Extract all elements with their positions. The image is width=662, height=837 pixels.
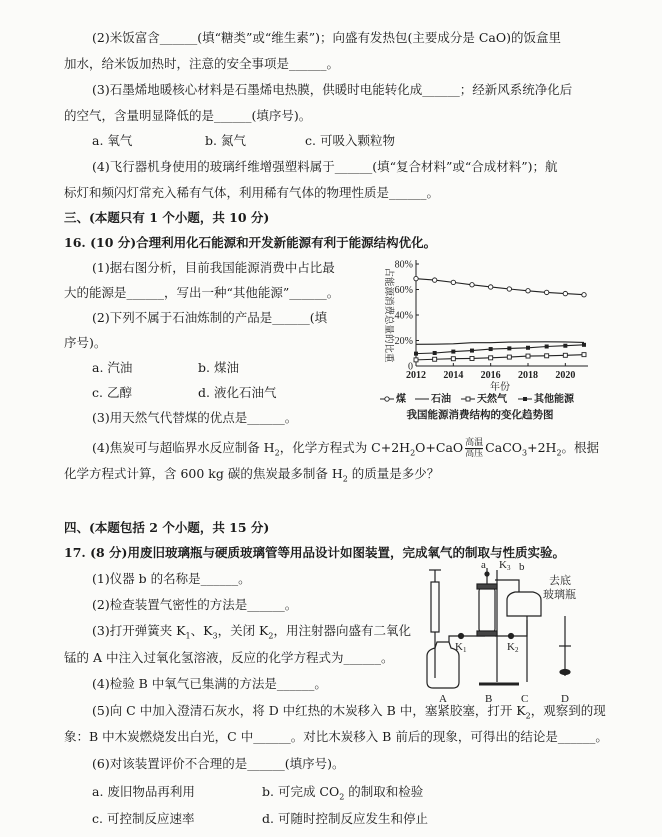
- series-0: [414, 276, 586, 296]
- q16-2-line2: 序号)。: [64, 335, 107, 350]
- bottomless-bottle-C: [507, 592, 541, 616]
- series-line: [416, 279, 584, 295]
- data-point-other: [507, 346, 511, 350]
- legend-label: 煤: [396, 394, 406, 405]
- data-point-gas: [545, 354, 549, 358]
- y-tick-label: 60%: [394, 285, 413, 296]
- data-point-coal: [526, 289, 530, 293]
- legend-label: 其他能源: [534, 394, 574, 405]
- data-point-other: [582, 343, 586, 347]
- label-D: D: [561, 693, 569, 705]
- data-point-other: [563, 344, 567, 348]
- syringe: [431, 582, 439, 632]
- q15-3-line1: (3)石墨烯地暖核心材料是石墨烯电热膜，供暖时电能转化成______；经新风系统净化后: [92, 82, 573, 97]
- label-K2: K2: [507, 641, 519, 654]
- q16-option-b: b. 煤油: [198, 360, 239, 375]
- q17-3-line2: 锰的 A 中注入过氧化氢溶液，反应的化学方程式为______。: [64, 650, 394, 665]
- y-tick-label: 40%: [394, 310, 413, 322]
- q17-option-b: b. 可完成 $CO_2$ 的制取和检验: [262, 784, 424, 802]
- data-point-gas: [582, 353, 586, 357]
- q16-1-line2: 大的能源是______，写出一种“其他能源”______。: [64, 285, 340, 300]
- data-point-other: [489, 347, 493, 351]
- section-4-header: 四、(本题包括 2 个小题，共 15 分): [64, 520, 270, 535]
- data-point-coal: [563, 291, 567, 295]
- y-axis-label: 占能源消费总量的比重: [383, 267, 393, 363]
- x-axis-label: 年份: [490, 382, 510, 393]
- q17-5-line2: 象：B 中木炭燃烧发出白光，C 中______。对比木炭移入 B 前后的现象，可得出的结论是______。: [64, 729, 608, 744]
- data-point-gas: [507, 355, 511, 359]
- q17-3-line1: (3)打开弹簧夹 $K_1$、$K_3$，关闭 $K_2$，用注射器向盛有二氧化: [92, 623, 411, 641]
- q16-option-c: c. 乙醇: [92, 385, 132, 400]
- legend-label: 天然气: [477, 394, 507, 405]
- data-point-coal: [385, 397, 389, 401]
- legend: [380, 392, 575, 405]
- q17-2: (2)检查装置气密性的方法是______。: [92, 597, 298, 612]
- x-tick-label: 2012: [406, 370, 426, 381]
- tube-b: [495, 580, 519, 592]
- data-point-gas: [470, 356, 474, 360]
- data-point-coal: [432, 278, 436, 282]
- data-point-other: [433, 351, 437, 355]
- apparatus-diagram: [415, 560, 625, 708]
- q15-3-line2: 的空气，含量明显降低的是______(填序号)。: [64, 108, 312, 123]
- q16-3: (3)用天然气代替煤的优点是______。: [92, 410, 298, 425]
- q17-6: (6)对该装置评价不合理的是______(填序号)。: [92, 756, 345, 771]
- data-point-gas: [526, 354, 530, 358]
- data-point-coal: [507, 287, 511, 291]
- data-point-gas: [414, 358, 418, 362]
- q17-1: (1)仪器 b 的名称是______。: [92, 571, 251, 586]
- y-tick-label: 0: [408, 361, 413, 373]
- label-K3: K3: [499, 560, 511, 572]
- legend-label: 石油: [431, 394, 451, 405]
- q17-option-c: c. 可控制反应速率: [92, 811, 195, 826]
- data-point-gas: [451, 357, 455, 361]
- x-tick-label: 2016: [480, 370, 501, 381]
- data-point-coal: [470, 283, 474, 287]
- data-point-other: [545, 344, 549, 348]
- data-point-gas: [489, 356, 493, 360]
- label-C: C: [521, 693, 529, 705]
- data-point-gas: [466, 397, 470, 401]
- data-point-other: [414, 352, 418, 356]
- data-point-other: [451, 350, 455, 354]
- q15-4-line1: (4)飞行器机身使用的玻璃纤维增强塑料属于______(填“复合材料”或“合成材料”)；航: [92, 159, 558, 174]
- q15-4-line2: 标灯和频闪灯常充入稀有气体，利用稀有气体的物理性质是______。: [64, 185, 440, 200]
- data-point-coal: [488, 285, 492, 289]
- clamp-K2: [509, 634, 514, 639]
- q16-option-a: a. 汽油: [92, 360, 133, 375]
- data-point-gas: [433, 357, 437, 361]
- q16-1-line1: (1)据右图分析，目前我国能源消费中占比最: [92, 260, 335, 275]
- series-line: [416, 345, 584, 354]
- clamp-K1: [459, 634, 464, 639]
- q15-option-a: a. 氧气: [92, 133, 133, 148]
- label-A: A: [439, 693, 447, 705]
- series-line: [416, 342, 584, 345]
- y-tick-label: 80%: [394, 259, 413, 271]
- reaction-condition: $\frac{\text{高温}}{\text{高压}}$: [465, 438, 484, 459]
- q17-option-d: d. 可随时控制反应发生和停止: [262, 811, 428, 826]
- y-tick-label: 20%: [394, 336, 413, 347]
- data-point-coal: [544, 290, 548, 294]
- data-point-gas: [563, 353, 567, 357]
- q16-stem: 16. (10 分)合理利用化石能源和开发新能源有利于能源结构优化。: [64, 235, 437, 250]
- hard-glass-tube-B: [479, 588, 495, 632]
- label-bottomless-1: 去底: [549, 575, 571, 587]
- clamp-K3: [485, 572, 489, 576]
- section-3-header: 三、(本题只有 1 个小题，共 10 分): [64, 210, 270, 225]
- x-tick-label: 2014: [443, 370, 464, 381]
- q16-4-line2: 化学方程式计算，含 600 kg 碳的焦炭最多制备 $H_2$ 的质量是多少？: [64, 466, 440, 484]
- label-B: B: [485, 693, 493, 705]
- x-tick-label: 2020: [555, 370, 576, 381]
- q16-4-line1: (4)焦炭可与超临界水反应制备 $H_2$，化学方程式为 $C+2H_2O+CaO$ $\frac{\text{高温}}{\text{高压}}$ $CaCO_3+2H_2$。根据: [92, 438, 600, 459]
- series-3: [414, 343, 586, 356]
- q16-2-line1: (2)下列不属于石油炼制的产品是______(填: [92, 310, 328, 325]
- data-point-coal: [451, 280, 455, 284]
- label-K1: K1: [455, 641, 467, 654]
- label-b: b: [519, 561, 525, 573]
- x-tick-label: 2018: [518, 370, 538, 381]
- data-point-other: [470, 349, 474, 353]
- data-point-other: [523, 397, 527, 401]
- series-1: [416, 342, 584, 345]
- q15-option-b: b. 氮气: [205, 133, 246, 148]
- q15-option-c: c. 可吸入颗粒物: [305, 133, 395, 148]
- q17-5-line1: (5)向 C 中加入澄清石灰水，将 D 中红热的木炭移入 B 中，塞紧胶塞，打开 $K_2$，观察到的现: [92, 703, 606, 721]
- series-line: [416, 355, 584, 360]
- q17-option-a: a. 废旧物品再利用: [92, 784, 195, 799]
- label-a: a: [481, 560, 486, 571]
- q15-2-line2: 加水，给米饭加热时，注意的安全事项是______。: [64, 56, 340, 71]
- q15-2-line1: (2)米饭富含______(填“糖类”或“维生素”)；向盛有发热包(主要成分是 CaO)的饭盒里: [92, 30, 562, 45]
- data-point-coal: [414, 276, 418, 280]
- q16-option-d: d. 液化石油气: [198, 385, 277, 400]
- label-bottomless-2: 玻璃瓶: [543, 589, 576, 601]
- data-point-coal: [582, 293, 586, 297]
- data-point-other: [526, 346, 530, 350]
- energy-structure-chart: [372, 256, 602, 428]
- q17-4: (4)检验 B 中氧气已集满的方法是______。: [92, 676, 327, 691]
- chart-title: 我国能源消费结构的变化趋势图: [406, 410, 554, 421]
- q17-stem: 17. (8 分)用废旧玻璃瓶与硬质玻璃管等用品设计如图装置，完成氧气的制取与性质实验。: [64, 545, 565, 560]
- series-2: [414, 353, 586, 362]
